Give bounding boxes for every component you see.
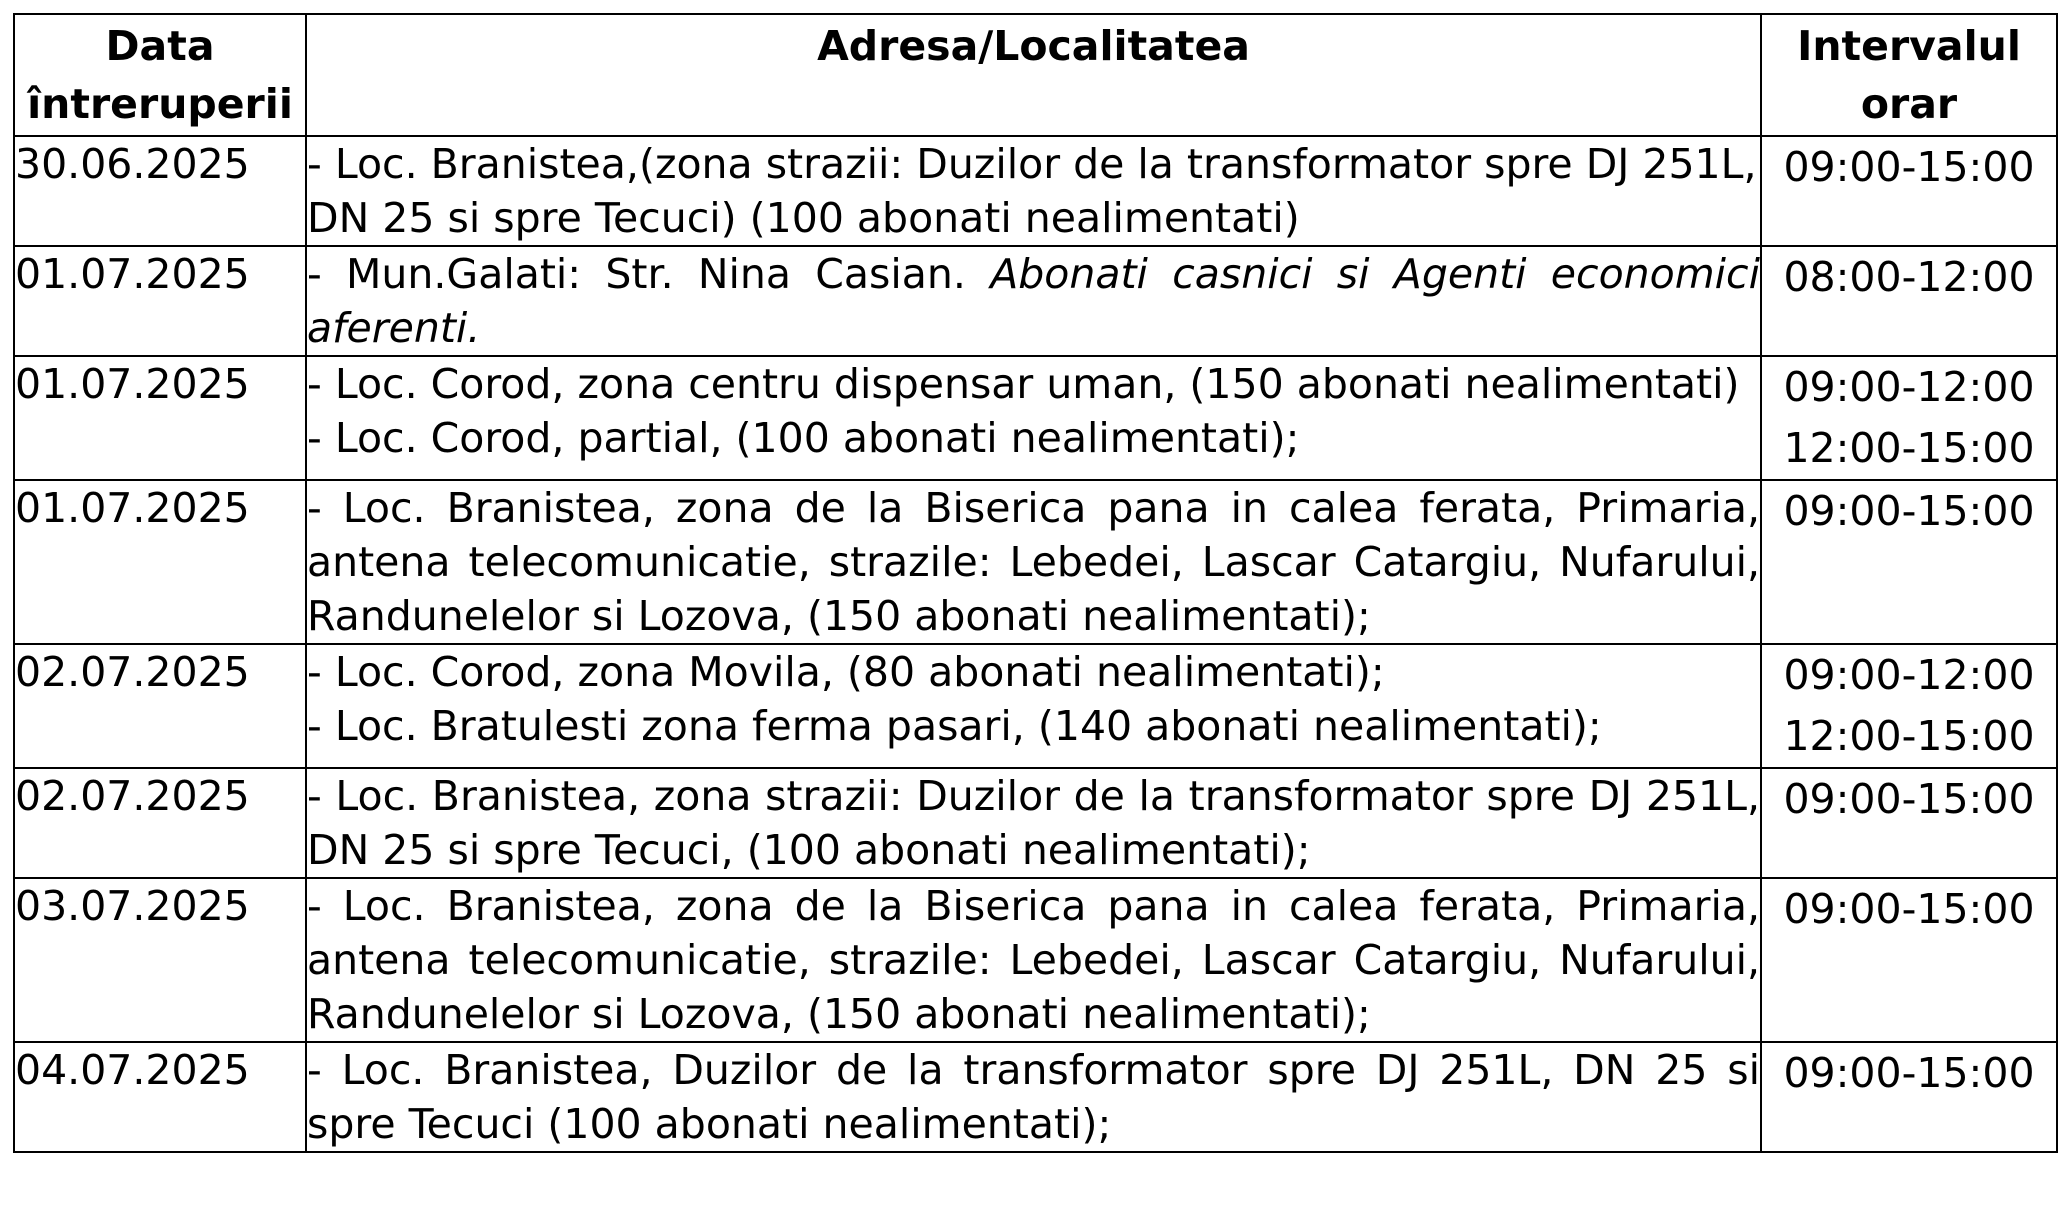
- interval-line: 12:00-15:00: [1783, 424, 2035, 472]
- table-row: [14, 246, 2057, 356]
- header-address: Adresa/Localitatea: [306, 14, 1761, 136]
- header-interval-line: Intervalul: [1797, 22, 2021, 70]
- row-interval: [1761, 644, 2057, 768]
- row-date: 02.07.2025: [14, 768, 306, 878]
- interval-line: 09:00-15:00: [1783, 775, 2035, 823]
- row-address: [306, 878, 1761, 1042]
- row-date: 02.07.2025: [14, 644, 306, 768]
- address-line: - Loc. Branistea, Duzilor de la transformator spre DJ 251L, DN 25 si spre Tecuci (100 abonati nealimentati);: [307, 1046, 1760, 1148]
- address-line: - Loc. Bratulesti zona ferma pasari, (140 abonati nealimentati);: [307, 702, 1602, 750]
- interval-line: 08:00-12:00: [1783, 253, 2035, 301]
- row-interval: [1761, 768, 2057, 878]
- row-address: [306, 136, 1761, 246]
- row-address: [306, 246, 1761, 356]
- row-date: 04.07.2025: [14, 1042, 306, 1152]
- address-line: - Loc. Corod, partial, (100 abonati nealimentati);: [307, 414, 1300, 462]
- header-interval-line: orar: [1860, 80, 1958, 128]
- interval-line: 09:00-15:00: [1783, 1049, 2035, 1097]
- address-line: - Loc. Branistea, zona de la Biserica pana in calea ferata, Primaria, antena telecomunicatie, strazile: Lebedei, Lascar Catargiu, Nufarului, Randunelelor si Lozova, (150 abonati nealimentati);: [307, 882, 1760, 1038]
- row-interval: [1761, 356, 2057, 480]
- row-date: 01.07.2025: [14, 480, 306, 644]
- table-row: [14, 480, 2057, 644]
- row-interval: [1761, 878, 2057, 1042]
- row-address: [306, 356, 1761, 480]
- address-line: - Loc. Corod, zona centru dispensar uman, (150 abonati nealimentati): [307, 360, 1740, 408]
- row-interval: [1761, 136, 2057, 246]
- address-italic-text: Abonati casnici si Agenti economici aferenti.: [307, 250, 1760, 352]
- address-line: - Loc. Branistea,(zona strazii: Duzilor de la transformator spre DJ 251L, DN 25 si spre Tecuci) (100 abonati nealimentati): [307, 140, 1757, 242]
- interval-line: 12:00-15:00: [1783, 712, 2035, 760]
- interval-line: 09:00-15:00: [1783, 143, 2035, 191]
- row-address: [306, 644, 1761, 768]
- table-row: [14, 644, 2057, 768]
- interval-line: 09:00-12:00: [1783, 651, 2035, 699]
- header-date-line: întreruperii: [27, 80, 293, 128]
- header-row: [14, 14, 2057, 136]
- address-line: - Loc. Corod, zona Movila, (80 abonati nealimentati);: [307, 648, 1385, 696]
- header-date-line: Data: [105, 22, 215, 70]
- row-interval: [1761, 1042, 2057, 1152]
- row-interval: [1761, 480, 2057, 644]
- row-interval: [1761, 246, 2057, 356]
- power-outage-table: [13, 13, 2058, 1153]
- table-row: [14, 136, 2057, 246]
- header-date: [14, 14, 306, 136]
- interval-line: 09:00-12:00: [1783, 363, 2035, 411]
- table-row: [14, 1042, 2057, 1152]
- address-line: - Loc. Branistea, zona strazii: Duzilor de la transformator spre DJ 251L, DN 25 si spre Tecuci, (100 abonati nealimentati);: [307, 772, 1760, 874]
- row-address: [306, 768, 1761, 878]
- interval-line: 09:00-15:00: [1783, 885, 2035, 933]
- address-line: - Loc. Branistea, zona de la Biserica pana in calea ferata, Primaria, antena telecomunicatie, strazile: Lebedei, Lascar Catargiu, Nufarului, Randunelelor si Lozova, (150 abonati nealimentati);: [307, 484, 1760, 640]
- row-address: [306, 480, 1761, 644]
- row-date: 01.07.2025: [14, 356, 306, 480]
- row-date: 01.07.2025: [14, 246, 306, 356]
- header-interval: [1761, 14, 2057, 136]
- address-plain-text: - Mun.Galati: Str. Nina Casian.: [307, 250, 991, 298]
- table-row: [14, 356, 2057, 480]
- row-date: 30.06.2025: [14, 136, 306, 246]
- table-row: [14, 878, 2057, 1042]
- row-address: [306, 1042, 1761, 1152]
- row-date: 03.07.2025: [14, 878, 306, 1042]
- interval-line: 09:00-15:00: [1783, 487, 2035, 535]
- table-row: [14, 768, 2057, 878]
